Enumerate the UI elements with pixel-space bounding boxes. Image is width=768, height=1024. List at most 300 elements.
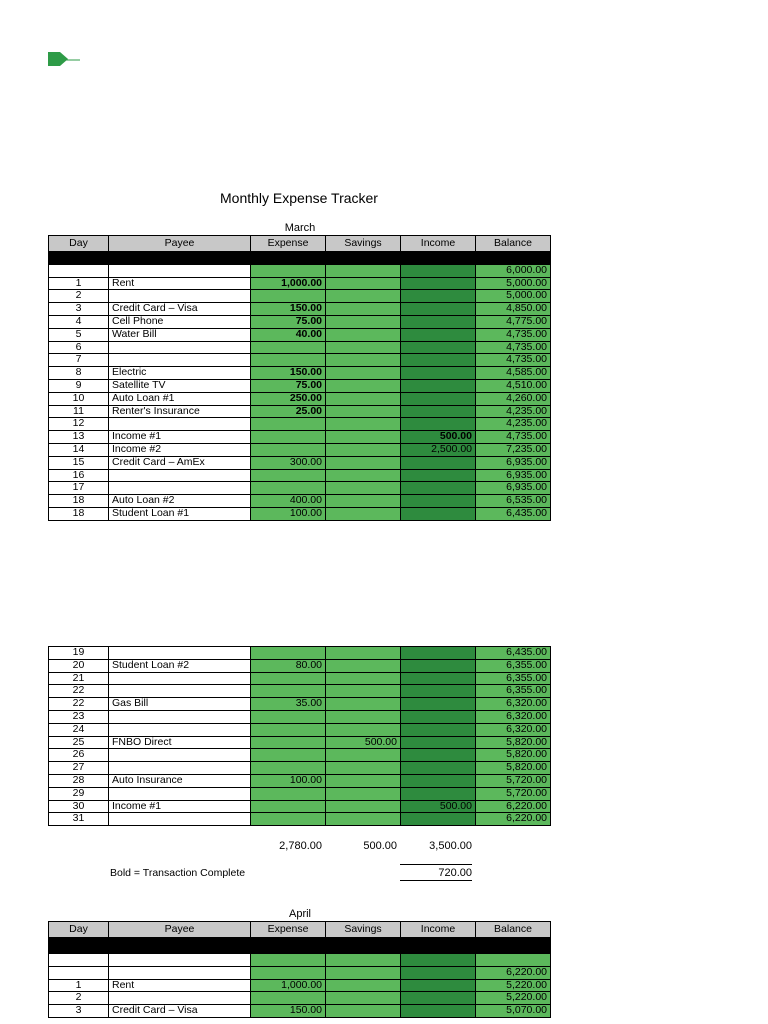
cell-income [401, 328, 476, 341]
cell-payee: Credit Card – Visa [109, 1005, 251, 1018]
cell-income [401, 290, 476, 303]
table-row [49, 341, 551, 354]
cell-day: 9 [49, 379, 109, 392]
cell-balance: 5,220.00 [476, 992, 551, 1005]
cell-day: 24 [49, 723, 109, 736]
cell-savings [326, 328, 401, 341]
cell-savings [326, 482, 401, 495]
cell-savings [326, 277, 401, 290]
header-balance: Balance [476, 236, 551, 252]
cell-savings [326, 367, 401, 380]
table-row [49, 749, 551, 762]
table-row [49, 367, 551, 380]
cell-income [401, 482, 476, 495]
cell-payee: Auto Insurance [109, 774, 251, 787]
cell-day: 20 [49, 659, 109, 672]
cell-day: 18 [49, 495, 109, 508]
cell-day: 8 [49, 367, 109, 380]
march-table-part2 [48, 646, 551, 826]
cell-balance: 4,850.00 [476, 303, 551, 316]
cell-savings [326, 431, 401, 444]
cell-day: 25 [49, 736, 109, 749]
cell-expense [251, 749, 326, 762]
cell-payee [109, 813, 251, 826]
cell-income [401, 762, 476, 775]
cell-income [401, 672, 476, 685]
table-row [49, 443, 551, 456]
cell-payee [109, 954, 251, 967]
cell-day [49, 264, 109, 277]
cell-day [49, 954, 109, 967]
cell-expense: 1,000.00 [251, 979, 326, 992]
header-payee: Payee [109, 922, 251, 938]
cell-expense [251, 443, 326, 456]
table-row [49, 800, 551, 813]
cell-expense [251, 469, 326, 482]
cell-savings [326, 762, 401, 775]
cell-balance: 6,320.00 [476, 710, 551, 723]
table-row [49, 392, 551, 405]
cell-savings [326, 290, 401, 303]
cell-balance: 4,735.00 [476, 341, 551, 354]
cell-savings [326, 787, 401, 800]
cell-day: 21 [49, 672, 109, 685]
cell-savings [326, 774, 401, 787]
cell-payee [109, 469, 251, 482]
cell-balance: 6,935.00 [476, 456, 551, 469]
cell-savings [326, 647, 401, 660]
table-row [49, 354, 551, 367]
cell-expense [251, 723, 326, 736]
table-row [49, 992, 551, 1005]
cell-income [401, 507, 476, 520]
cell-savings [326, 354, 401, 367]
cell-payee [109, 290, 251, 303]
cell-expense [251, 762, 326, 775]
cell-savings [326, 672, 401, 685]
cell-payee: Student Loan #1 [109, 507, 251, 520]
cell-day: 16 [49, 469, 109, 482]
cell-day: 22 [49, 698, 109, 711]
cell-payee [109, 762, 251, 775]
table-row [49, 736, 551, 749]
cell-expense: 40.00 [251, 328, 326, 341]
cell-payee: Credit Card – AmEx [109, 456, 251, 469]
cell-expense [251, 813, 326, 826]
cell-day: 28 [49, 774, 109, 787]
table-row [49, 303, 551, 316]
cell-income [401, 698, 476, 711]
cell-balance: 6,355.00 [476, 685, 551, 698]
table-row [49, 979, 551, 992]
cell-payee [109, 966, 251, 979]
cell-balance: 6,435.00 [476, 647, 551, 660]
table-row [49, 659, 551, 672]
cell-day: 13 [49, 431, 109, 444]
cell-payee [109, 723, 251, 736]
cell-day: 27 [49, 762, 109, 775]
cell-day: 1 [49, 277, 109, 290]
cell-expense [251, 290, 326, 303]
cell-payee: Auto Loan #2 [109, 495, 251, 508]
total-savings: 500.00 [363, 840, 397, 852]
divider-row [49, 938, 551, 954]
cell-expense [251, 710, 326, 723]
company-logo [48, 52, 82, 66]
cell-balance: 4,735.00 [476, 354, 551, 367]
cell-balance: 5,720.00 [476, 774, 551, 787]
cell-savings [326, 443, 401, 456]
table-row [49, 495, 551, 508]
cell-payee [109, 264, 251, 277]
cell-savings [326, 698, 401, 711]
cell-expense: 25.00 [251, 405, 326, 418]
cell-balance: 7,235.00 [476, 443, 551, 456]
header-income: Income [401, 922, 476, 938]
cell-balance: 6,935.00 [476, 482, 551, 495]
cell-income [401, 277, 476, 290]
cell-income [401, 341, 476, 354]
cell-income [401, 979, 476, 992]
cell-savings [326, 469, 401, 482]
cell-expense: 300.00 [251, 456, 326, 469]
cell-expense: 75.00 [251, 379, 326, 392]
cell-income [401, 966, 476, 979]
cell-savings [326, 966, 401, 979]
total-expense: 2,780.00 [279, 840, 322, 852]
cell-expense [251, 647, 326, 660]
cell-expense [251, 685, 326, 698]
cell-savings [326, 813, 401, 826]
table-row [49, 379, 551, 392]
cell-payee: Renter's Insurance [109, 405, 251, 418]
cell-savings [326, 379, 401, 392]
table-row [49, 813, 551, 826]
cell-savings [326, 495, 401, 508]
cell-day: 4 [49, 315, 109, 328]
cell-balance: 5,820.00 [476, 749, 551, 762]
cell-day: 3 [49, 303, 109, 316]
cell-savings [326, 710, 401, 723]
cell-expense: 150.00 [251, 367, 326, 380]
cell-day: 22 [49, 685, 109, 698]
cell-income [401, 315, 476, 328]
cell-payee: Water Bill [109, 328, 251, 341]
table-row [49, 315, 551, 328]
header-payee: Payee [109, 236, 251, 252]
cell-day: 30 [49, 800, 109, 813]
cell-expense: 100.00 [251, 507, 326, 520]
cell-expense [251, 672, 326, 685]
cell-expense [251, 431, 326, 444]
cell-income [401, 992, 476, 1005]
cell-income [401, 456, 476, 469]
cell-expense: 100.00 [251, 774, 326, 787]
cell-savings [326, 992, 401, 1005]
cell-savings [326, 800, 401, 813]
blank-row [49, 954, 551, 967]
cell-income [401, 264, 476, 277]
april-table [48, 921, 551, 1018]
cell-day: 2 [49, 290, 109, 303]
cell-payee [109, 685, 251, 698]
table-row [49, 328, 551, 341]
cell-day: 1 [49, 979, 109, 992]
header-savings: Savings [326, 922, 401, 938]
cell-savings [326, 315, 401, 328]
cell-income [401, 685, 476, 698]
cell-balance: 4,735.00 [476, 431, 551, 444]
cell-savings [326, 456, 401, 469]
cell-expense: 400.00 [251, 495, 326, 508]
cell-balance: 4,235.00 [476, 418, 551, 431]
table-row [49, 277, 551, 290]
cell-balance: 5,820.00 [476, 736, 551, 749]
cell-day [49, 966, 109, 979]
cell-expense: 35.00 [251, 698, 326, 711]
cell-expense: 80.00 [251, 659, 326, 672]
bold-legend-note: Bold = Transaction Complete [110, 867, 246, 879]
cell-savings [326, 507, 401, 520]
cell-payee [109, 341, 251, 354]
cell-savings [326, 954, 401, 967]
cell-balance: 5,070.00 [476, 1005, 551, 1018]
cell-payee [109, 672, 251, 685]
cell-income [401, 469, 476, 482]
cell-income [401, 787, 476, 800]
header-expense: Expense [251, 236, 326, 252]
cell-savings [326, 341, 401, 354]
cell-income [401, 392, 476, 405]
cell-balance: 6,535.00 [476, 495, 551, 508]
cell-payee: Rent [109, 979, 251, 992]
cell-savings [326, 418, 401, 431]
cell-payee: Income #1 [109, 800, 251, 813]
cell-payee: Electric [109, 367, 251, 380]
cell-payee [109, 992, 251, 1005]
cell-balance: 4,510.00 [476, 379, 551, 392]
cell-day: 10 [49, 392, 109, 405]
cell-savings [326, 979, 401, 992]
cell-savings [326, 659, 401, 672]
cell-income: 2,500.00 [401, 443, 476, 456]
cell-day: 17 [49, 482, 109, 495]
header-expense: Expense [251, 922, 326, 938]
table-row [49, 1005, 551, 1018]
cell-day: 6 [49, 341, 109, 354]
cell-day: 18 [49, 507, 109, 520]
net-total: 720.00 [400, 864, 472, 881]
table-row [49, 698, 551, 711]
cell-income [401, 647, 476, 660]
table-row [49, 482, 551, 495]
cell-income [401, 710, 476, 723]
cell-expense: 250.00 [251, 392, 326, 405]
table-row [49, 774, 551, 787]
cell-payee [109, 749, 251, 762]
cell-income [401, 495, 476, 508]
table-row [49, 456, 551, 469]
cell-income [401, 367, 476, 380]
cell-balance: 6,320.00 [476, 698, 551, 711]
cell-balance: 6,000.00 [476, 264, 551, 277]
cell-day: 19 [49, 647, 109, 660]
cell-income [401, 303, 476, 316]
cell-balance: 5,220.00 [476, 979, 551, 992]
cell-payee [109, 710, 251, 723]
cell-day: 7 [49, 354, 109, 367]
cell-income: 500.00 [401, 431, 476, 444]
cell-income [401, 659, 476, 672]
cell-day: 14 [49, 443, 109, 456]
cell-savings: 500.00 [326, 736, 401, 749]
cell-expense [251, 341, 326, 354]
cell-savings [326, 723, 401, 736]
cell-expense [251, 736, 326, 749]
cell-expense [251, 966, 326, 979]
cell-balance: 4,585.00 [476, 367, 551, 380]
cell-savings [326, 405, 401, 418]
black-divider [49, 938, 551, 954]
table-row [49, 672, 551, 685]
table-row [49, 290, 551, 303]
cell-balance: 6,220.00 [476, 800, 551, 813]
cell-savings [326, 392, 401, 405]
cell-income [401, 723, 476, 736]
header-income: Income [401, 236, 476, 252]
cell-balance: 5,820.00 [476, 762, 551, 775]
header-balance: Balance [476, 922, 551, 938]
cell-savings [326, 749, 401, 762]
cell-expense [251, 787, 326, 800]
cell-payee: FNBO Direct [109, 736, 251, 749]
cell-balance: 4,775.00 [476, 315, 551, 328]
table-row [49, 723, 551, 736]
total-income: 3,500.00 [429, 840, 472, 852]
cell-balance: 6,220.00 [476, 813, 551, 826]
cell-payee: Credit Card – Visa [109, 303, 251, 316]
cell-expense [251, 992, 326, 1005]
cell-savings [326, 264, 401, 277]
page-title: Monthly Expense Tracker [220, 190, 378, 206]
cell-expense [251, 354, 326, 367]
cell-payee [109, 482, 251, 495]
cell-day: 29 [49, 787, 109, 800]
cell-balance: 5,720.00 [476, 787, 551, 800]
cell-day: 3 [49, 1005, 109, 1018]
cell-day: 26 [49, 749, 109, 762]
cell-balance: 5,000.00 [476, 290, 551, 303]
cell-day: 5 [49, 328, 109, 341]
header-day: Day [49, 922, 109, 938]
cell-payee: Auto Loan #1 [109, 392, 251, 405]
cell-income [401, 354, 476, 367]
cell-balance: 6,320.00 [476, 723, 551, 736]
cell-income [401, 774, 476, 787]
cell-payee [109, 418, 251, 431]
month-label-april: April [288, 908, 311, 920]
table-row [49, 762, 551, 775]
cell-income [401, 1005, 476, 1018]
cell-day: 11 [49, 405, 109, 418]
cell-day: 23 [49, 710, 109, 723]
header-savings: Savings [326, 236, 401, 252]
cell-payee [109, 354, 251, 367]
table-row [49, 431, 551, 444]
cell-balance: 5,000.00 [476, 277, 551, 290]
table-row [49, 507, 551, 520]
cell-income [401, 379, 476, 392]
cell-expense [251, 800, 326, 813]
table-row [49, 647, 551, 660]
cell-day: 12 [49, 418, 109, 431]
table-row [49, 787, 551, 800]
cell-balance [476, 954, 551, 967]
cell-balance: 4,235.00 [476, 405, 551, 418]
black-divider [49, 252, 551, 265]
cell-income [401, 418, 476, 431]
cell-expense: 150.00 [251, 1005, 326, 1018]
cell-day: 31 [49, 813, 109, 826]
cell-income [401, 749, 476, 762]
cell-payee: Income #1 [109, 431, 251, 444]
cell-balance: 4,260.00 [476, 392, 551, 405]
march-totals [48, 840, 550, 854]
table-row [49, 418, 551, 431]
march-table-part1 [48, 235, 551, 521]
cell-balance: 6,435.00 [476, 507, 551, 520]
table-row [49, 469, 551, 482]
cell-payee [109, 787, 251, 800]
cell-payee: Rent [109, 277, 251, 290]
table-row [49, 710, 551, 723]
cell-payee: Gas Bill [109, 698, 251, 711]
cell-payee [109, 647, 251, 660]
cell-balance: 6,355.00 [476, 659, 551, 672]
cell-day: 2 [49, 992, 109, 1005]
cell-income: 500.00 [401, 800, 476, 813]
cell-payee: Student Loan #2 [109, 659, 251, 672]
month-label-march: March [284, 222, 316, 234]
cell-payee: Income #2 [109, 443, 251, 456]
cell-expense [251, 482, 326, 495]
cell-balance: 6,935.00 [476, 469, 551, 482]
cell-income [401, 813, 476, 826]
cell-savings [326, 685, 401, 698]
cell-income [401, 405, 476, 418]
cell-expense: 1,000.00 [251, 277, 326, 290]
cell-payee: Satellite TV [109, 379, 251, 392]
cell-balance: 6,355.00 [476, 672, 551, 685]
cell-savings [326, 303, 401, 316]
header-row [49, 236, 551, 252]
opening-balance-row [49, 264, 551, 277]
header-day: Day [49, 236, 109, 252]
cell-expense [251, 418, 326, 431]
cell-payee: Cell Phone [109, 315, 251, 328]
table-row [49, 405, 551, 418]
cell-balance: 4,735.00 [476, 328, 551, 341]
cell-day: 15 [49, 456, 109, 469]
cell-income [401, 736, 476, 749]
cell-expense: 150.00 [251, 303, 326, 316]
cell-income [401, 954, 476, 967]
cell-balance: 6,220.00 [476, 966, 551, 979]
cell-savings [326, 1005, 401, 1018]
cell-expense: 75.00 [251, 315, 326, 328]
cell-expense [251, 954, 326, 967]
header-row [49, 922, 551, 938]
